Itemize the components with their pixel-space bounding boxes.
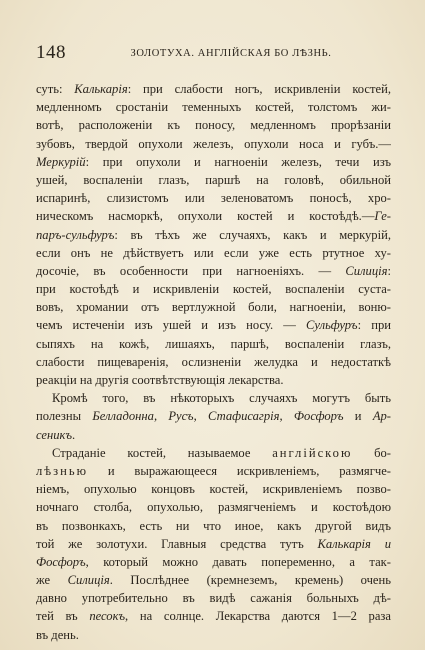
text-line bbox=[36, 298, 391, 316]
text-span: ніемъ, опухолью концовъ костей, искривленіемъ позво- bbox=[36, 482, 391, 497]
text-span: и выражающееся искривленіемъ, размягче- bbox=[88, 463, 391, 478]
text-span: тей въ bbox=[36, 609, 90, 624]
text-line bbox=[36, 244, 391, 262]
text-line bbox=[36, 389, 391, 407]
italic-term: Ар- bbox=[372, 409, 391, 424]
text-line bbox=[36, 444, 391, 462]
italic-term: Силиція bbox=[67, 573, 110, 588]
text-span: и bbox=[343, 409, 373, 424]
text-span: , на солнце. Лекарства даются 1—2 раза bbox=[125, 609, 391, 624]
text-span: реакціи на другія соотвѣтствующія лекарства. bbox=[36, 373, 284, 387]
spaced-term: лѣзнью bbox=[36, 463, 88, 478]
italic-term: Белладонна, Русъ, Стафисагрія, Фосфоръ bbox=[92, 409, 344, 424]
running-title: ЗОЛОТУХА. АНГЛІЙСКАЯ БО ЛѢЗНЬ. bbox=[130, 48, 332, 59]
text-line bbox=[36, 280, 391, 298]
text-span: бо- bbox=[352, 445, 391, 460]
spaced-term: англійскою bbox=[272, 445, 353, 460]
text-span: сыпяхъ на кожѣ, лишаяхъ, паршѣ, воспаленіи глазъ, bbox=[36, 336, 391, 351]
text-span: при костоѣдѣ и искривленіи костей, воспаленіи суста- bbox=[36, 282, 391, 297]
italic-term: Калькарія и bbox=[317, 536, 391, 551]
text-span: если онъ не дѣйствуетъ или если уже есть ртутное ху- bbox=[36, 245, 391, 260]
text-line bbox=[36, 426, 391, 444]
text-span: давно употребительно въ видѣ сажанія больныхъ дѣ- bbox=[36, 591, 391, 606]
text-span: полезны bbox=[36, 409, 93, 424]
text-line bbox=[36, 607, 391, 625]
text-line bbox=[36, 517, 391, 535]
italic-term: Фосфоръ bbox=[36, 554, 86, 569]
italic-term: Силиція bbox=[345, 263, 388, 278]
text-line bbox=[36, 571, 391, 589]
text-span: : при слабости ногъ, искривленіи костей, bbox=[127, 82, 391, 96]
italic-term: песокъ bbox=[89, 609, 126, 624]
text-line bbox=[36, 335, 391, 353]
text-span: Кромѣ того, въ нѣкоторыхъ случаяхъ могутъ быть bbox=[52, 391, 391, 406]
italic-term: паръ-сульфуръ bbox=[36, 227, 115, 242]
text-span: , который можно давать попеременно, а так- bbox=[85, 554, 391, 569]
page-header bbox=[36, 42, 388, 64]
text-span: : bbox=[387, 263, 391, 278]
italic-term: Сульфуръ bbox=[305, 318, 358, 333]
text-span: ническомъ насморкѣ, опухоли костей и костоѣдѣ.— bbox=[36, 209, 375, 224]
italic-term: Калькарія bbox=[74, 82, 128, 96]
text-line bbox=[36, 135, 391, 153]
text-span: ушей, воспаленіи глазъ, паршѣ на головѣ, обильной bbox=[36, 172, 391, 187]
text-span: суть: bbox=[36, 82, 75, 96]
italic-term: Меркурій bbox=[36, 154, 86, 169]
text-line bbox=[36, 153, 391, 171]
text-span: вотѣ, расположеніи къ поносу, медленномъ прорѣзаніи bbox=[36, 118, 391, 133]
text-span: Страданіе костей, называемое bbox=[52, 445, 273, 460]
text-span: . Послѣднее (кремнеземъ, кремень) очень bbox=[109, 573, 391, 588]
body-text bbox=[36, 80, 391, 644]
text-span: : при bbox=[357, 318, 391, 333]
text-line bbox=[36, 407, 391, 425]
text-span: въ позвонкахъ, есть ни что иное, какъ другой видъ bbox=[36, 518, 391, 533]
text-line bbox=[36, 535, 391, 553]
text-span: въ день. bbox=[36, 627, 79, 642]
text-line bbox=[36, 226, 391, 244]
text-line bbox=[36, 116, 391, 134]
text-span: : въ тѣхъ же случаяхъ, какъ и меркурій, bbox=[114, 227, 391, 242]
text-span: чемъ истеченіи изъ ушей и изъ носу. — bbox=[36, 318, 306, 333]
text-line bbox=[36, 189, 391, 207]
text-span: медленномъ сростаніи теменныхъ костей, толстомъ жи- bbox=[36, 100, 391, 115]
text-span: . bbox=[72, 427, 76, 442]
text-line bbox=[36, 498, 391, 516]
text-span: досочіе, въ особенности при нагноеніяхъ. — bbox=[36, 263, 346, 278]
text-line bbox=[36, 207, 391, 225]
text-span: испаринѣ, слизистомъ или зеленоватомъ поносѣ, хро- bbox=[36, 191, 391, 206]
text-line bbox=[36, 462, 391, 480]
text-span: той же золотухи. Главныя средства тутъ bbox=[36, 536, 318, 551]
text-line bbox=[36, 98, 391, 116]
text-span: вовъ, хромании отъ вертлужной боли, нагноеніи, воню- bbox=[36, 300, 391, 315]
text-line bbox=[36, 626, 391, 644]
text-line bbox=[36, 316, 391, 334]
text-line bbox=[36, 262, 391, 280]
text-line bbox=[36, 480, 391, 498]
text-span: слабости пищеваренія, ослизненіи желудка и недостаткѣ bbox=[36, 354, 391, 369]
text-span: ночнаго столба, опухолью, размягченіемъ и костоѣдою bbox=[36, 500, 391, 515]
text-line bbox=[36, 353, 391, 371]
text-line bbox=[36, 80, 391, 98]
text-line bbox=[36, 171, 391, 189]
text-span: же bbox=[36, 573, 68, 588]
italic-term: Ге- bbox=[374, 209, 391, 224]
text-line bbox=[36, 589, 391, 607]
text-line bbox=[36, 371, 391, 389]
text-line bbox=[36, 553, 391, 571]
text-span: зубовъ, твердой опухоли железъ, опухоли носа и губъ.— bbox=[36, 136, 391, 151]
page-number: 148 bbox=[36, 42, 66, 63]
italic-term: сеникъ bbox=[36, 427, 72, 442]
text-span: : при опухоли и нагноеніи железъ, течи изъ bbox=[85, 154, 391, 169]
